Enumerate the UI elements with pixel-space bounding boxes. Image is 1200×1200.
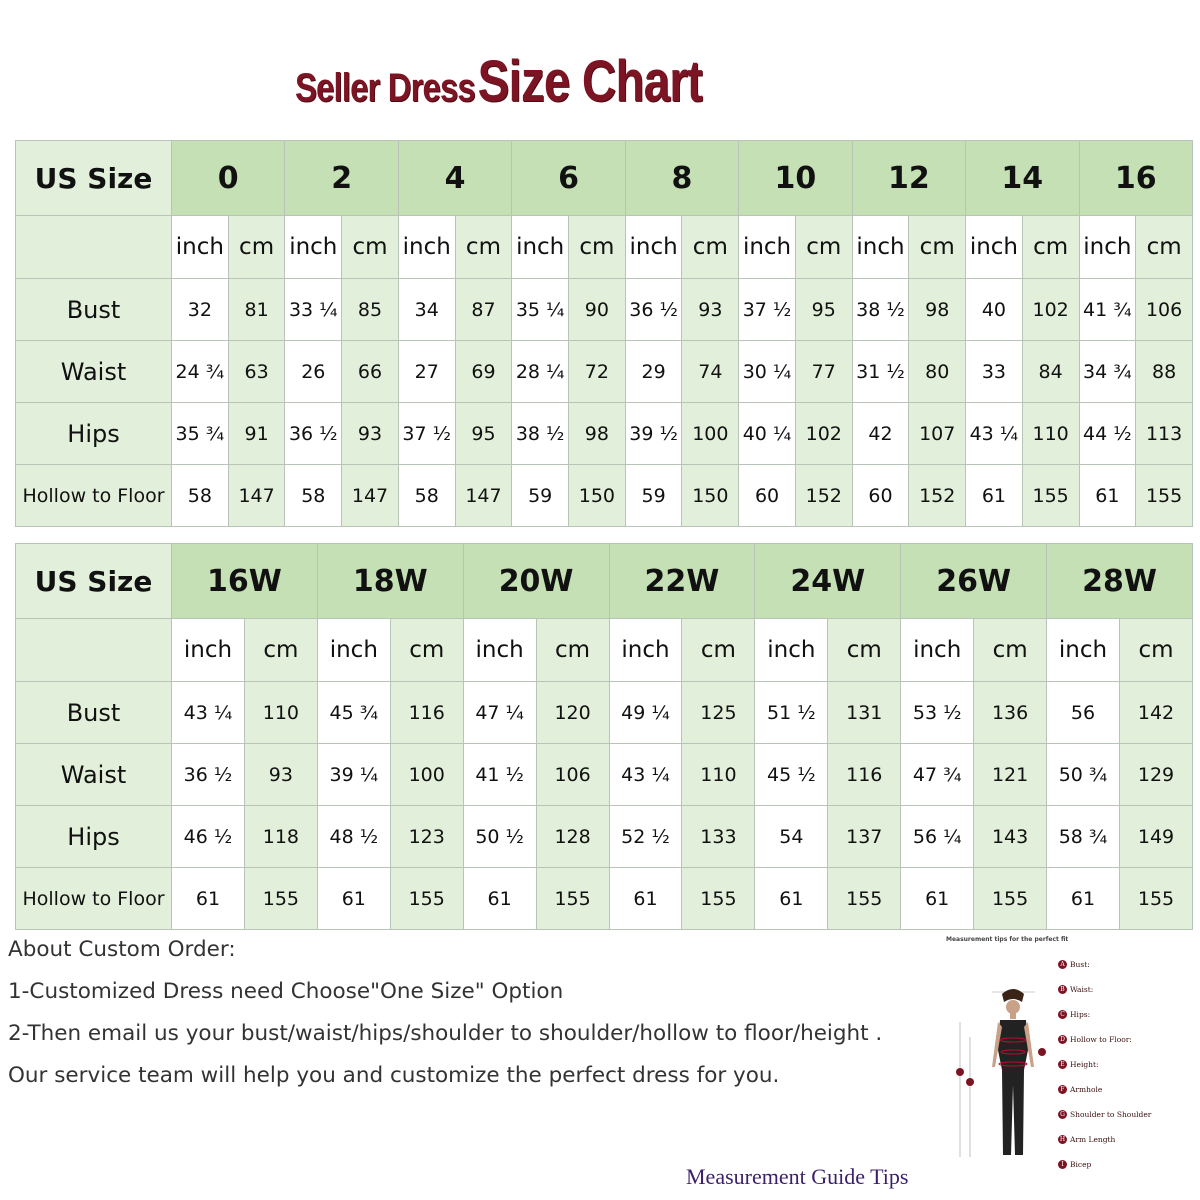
value-inch: 36 ½ xyxy=(285,403,342,465)
table-row xyxy=(16,806,1193,868)
table-row xyxy=(16,403,1193,465)
value-cm: 66 xyxy=(342,341,399,403)
value-inch: 61 xyxy=(966,465,1023,527)
value-cm: 155 xyxy=(536,868,609,930)
value-inch: 39 ¼ xyxy=(317,744,390,806)
size-header: 6 xyxy=(512,141,625,216)
title-part-1: Seller Dress xyxy=(295,66,475,110)
value-cm: 98 xyxy=(569,403,626,465)
unit-inch: inch xyxy=(463,619,536,682)
value-cm: 120 xyxy=(536,682,609,744)
size-header: 8 xyxy=(625,141,738,216)
body-figure-icon xyxy=(940,952,1058,1192)
unit-cm: cm xyxy=(244,619,317,682)
guide-item-label: Waist: xyxy=(1070,985,1094,994)
table-row xyxy=(16,682,1193,744)
value-cm: 93 xyxy=(342,403,399,465)
unit-inch: inch xyxy=(285,216,342,279)
value-inch: 40 ¼ xyxy=(739,403,796,465)
value-cm: 95 xyxy=(455,403,512,465)
value-cm: 129 xyxy=(1119,744,1192,806)
table-row xyxy=(16,744,1193,806)
value-cm: 155 xyxy=(828,868,901,930)
size-header: 20W xyxy=(463,544,609,619)
value-inch: 36 ½ xyxy=(625,279,682,341)
value-cm: 155 xyxy=(1022,465,1079,527)
units-row xyxy=(16,216,1193,279)
value-cm: 155 xyxy=(1119,868,1192,930)
value-cm: 63 xyxy=(228,341,285,403)
value-cm: 121 xyxy=(974,744,1047,806)
value-inch: 61 xyxy=(755,868,828,930)
value-cm: 147 xyxy=(342,465,399,527)
value-cm: 123 xyxy=(390,806,463,868)
unit-cm: cm xyxy=(342,216,399,279)
size-header: 2 xyxy=(285,141,398,216)
unit-inch: inch xyxy=(172,619,245,682)
value-cm: 100 xyxy=(390,744,463,806)
value-inch: 39 ½ xyxy=(625,403,682,465)
size-header: 22W xyxy=(609,544,755,619)
value-cm: 125 xyxy=(682,682,755,744)
row-label: Waist xyxy=(16,341,172,403)
guide-item-label: Armhole xyxy=(1070,1085,1103,1094)
value-cm: 118 xyxy=(244,806,317,868)
value-cm: 143 xyxy=(974,806,1047,868)
table-row xyxy=(16,868,1193,930)
unit-inch: inch xyxy=(1047,619,1120,682)
value-inch: 35 ¼ xyxy=(512,279,569,341)
unit-cm: cm xyxy=(795,216,852,279)
value-cm: 102 xyxy=(1022,279,1079,341)
value-inch: 61 xyxy=(172,868,245,930)
value-inch: 54 xyxy=(755,806,828,868)
guide-item-label: Shoulder to Shoulder xyxy=(1070,1110,1152,1119)
unit-cm: cm xyxy=(1119,619,1192,682)
value-cm: 137 xyxy=(828,806,901,868)
guide-item xyxy=(1058,1060,1151,1085)
value-cm: 85 xyxy=(342,279,399,341)
value-inch: 61 xyxy=(1047,868,1120,930)
value-cm: 106 xyxy=(536,744,609,806)
value-inch: 33 xyxy=(966,341,1023,403)
guide-item-label: Height: xyxy=(1070,1060,1099,1069)
custom-order-notes xyxy=(8,934,882,1102)
value-cm: 155 xyxy=(974,868,1047,930)
size-header: 4 xyxy=(398,141,511,216)
value-cm: 87 xyxy=(455,279,512,341)
value-cm: 72 xyxy=(569,341,626,403)
value-inch: 59 xyxy=(512,465,569,527)
unit-cm: cm xyxy=(1022,216,1079,279)
value-cm: 149 xyxy=(1119,806,1192,868)
value-inch: 58 ¾ xyxy=(1047,806,1120,868)
size-header: 26W xyxy=(901,544,1047,619)
size-header: 14 xyxy=(966,141,1079,216)
guide-item-label: Hips: xyxy=(1070,1010,1091,1019)
value-inch: 37 ½ xyxy=(398,403,455,465)
value-cm: 131 xyxy=(828,682,901,744)
table-row xyxy=(16,341,1193,403)
unit-cm: cm xyxy=(682,619,755,682)
row-label: Bust xyxy=(16,682,172,744)
value-cm: 116 xyxy=(828,744,901,806)
value-cm: 155 xyxy=(1136,465,1193,527)
size-header: 16 xyxy=(1079,141,1193,216)
value-cm: 91 xyxy=(228,403,285,465)
guide-letter-badge: C xyxy=(1058,1010,1067,1019)
row-label: Hollow to Floor xyxy=(16,868,172,930)
title-part-2: Size Chart xyxy=(477,49,703,114)
value-cm: 93 xyxy=(682,279,739,341)
unit-cm: cm xyxy=(455,216,512,279)
row-label: Bust xyxy=(16,279,172,341)
value-inch: 45 ¾ xyxy=(317,682,390,744)
value-cm: 74 xyxy=(682,341,739,403)
value-cm: 100 xyxy=(682,403,739,465)
row-label: Hips xyxy=(16,403,172,465)
unit-cm: cm xyxy=(974,619,1047,682)
value-inch: 38 ½ xyxy=(512,403,569,465)
value-inch: 27 xyxy=(398,341,455,403)
guide-letter-badge: E xyxy=(1058,1060,1067,1069)
unit-cm: cm xyxy=(909,216,966,279)
measurement-guide-image xyxy=(940,932,1198,1194)
value-inch: 40 xyxy=(966,279,1023,341)
value-inch: 36 ½ xyxy=(172,744,245,806)
value-inch: 61 xyxy=(1079,465,1136,527)
value-inch: 59 xyxy=(625,465,682,527)
guide-item xyxy=(1058,1135,1151,1160)
value-inch: 44 ½ xyxy=(1079,403,1136,465)
unit-inch: inch xyxy=(317,619,390,682)
value-inch: 29 xyxy=(625,341,682,403)
value-cm: 102 xyxy=(795,403,852,465)
units-label-blank xyxy=(16,619,172,682)
unit-cm: cm xyxy=(569,216,626,279)
value-inch: 50 ¾ xyxy=(1047,744,1120,806)
value-cm: 81 xyxy=(228,279,285,341)
row-label: Waist xyxy=(16,744,172,806)
value-inch: 51 ½ xyxy=(755,682,828,744)
header-label: US Size xyxy=(16,141,172,216)
value-cm: 106 xyxy=(1136,279,1193,341)
value-cm: 110 xyxy=(244,682,317,744)
value-cm: 110 xyxy=(1022,403,1079,465)
units-row xyxy=(16,619,1193,682)
size-header: 24W xyxy=(755,544,901,619)
size-header: 10 xyxy=(739,141,852,216)
guide-list xyxy=(1058,960,1151,1185)
size-header: 0 xyxy=(172,141,285,216)
guide-item xyxy=(1058,1035,1151,1060)
size-header: 28W xyxy=(1047,544,1193,619)
size-header: 12 xyxy=(852,141,965,216)
value-inch: 41 ½ xyxy=(463,744,536,806)
value-cm: 147 xyxy=(228,465,285,527)
value-inch: 26 xyxy=(285,341,342,403)
unit-inch: inch xyxy=(901,619,974,682)
unit-inch: inch xyxy=(609,619,682,682)
unit-cm: cm xyxy=(1136,216,1193,279)
value-cm: 88 xyxy=(1136,341,1193,403)
value-cm: 93 xyxy=(244,744,317,806)
unit-cm: cm xyxy=(536,619,609,682)
row-label: Hips xyxy=(16,806,172,868)
value-inch: 56 ¼ xyxy=(901,806,974,868)
value-inch: 61 xyxy=(463,868,536,930)
value-inch: 61 xyxy=(901,868,974,930)
guide-item-label: Bicep xyxy=(1070,1160,1092,1169)
value-inch: 34 xyxy=(398,279,455,341)
value-inch: 47 ¼ xyxy=(463,682,536,744)
unit-inch: inch xyxy=(625,216,682,279)
guide-item xyxy=(1058,1010,1151,1035)
guide-heading: Measurement tips for the perfect fit xyxy=(946,936,1069,943)
value-inch: 48 ½ xyxy=(317,806,390,868)
units-label-blank xyxy=(16,216,172,279)
value-cm: 152 xyxy=(795,465,852,527)
value-inch: 52 ½ xyxy=(609,806,682,868)
header-label: US Size xyxy=(16,544,172,619)
unit-cm: cm xyxy=(228,216,285,279)
value-inch: 60 xyxy=(852,465,909,527)
value-inch: 41 ¾ xyxy=(1079,279,1136,341)
value-inch: 47 ¾ xyxy=(901,744,974,806)
value-inch: 37 ½ xyxy=(739,279,796,341)
notes-heading: About Custom Order: xyxy=(8,937,236,962)
value-inch: 31 ½ xyxy=(852,341,909,403)
guide-item xyxy=(1058,985,1151,1010)
value-inch: 24 ¾ xyxy=(172,341,229,403)
value-cm: 133 xyxy=(682,806,755,868)
value-inch: 45 ½ xyxy=(755,744,828,806)
guide-item-label: Bust: xyxy=(1070,960,1090,969)
guide-item-label: Hollow to Floor: xyxy=(1070,1035,1132,1044)
value-cm: 113 xyxy=(1136,403,1193,465)
header-row xyxy=(16,141,1193,216)
value-cm: 77 xyxy=(795,341,852,403)
row-label: Hollow to Floor xyxy=(16,465,172,527)
value-cm: 95 xyxy=(795,279,852,341)
guide-caption: Measurement Guide Tips xyxy=(686,1164,909,1189)
size-table-standard xyxy=(15,140,1193,527)
value-cm: 150 xyxy=(569,465,626,527)
guide-letter-badge: G xyxy=(1058,1110,1067,1119)
value-inch: 50 ½ xyxy=(463,806,536,868)
unit-inch: inch xyxy=(1079,216,1136,279)
value-cm: 155 xyxy=(682,868,755,930)
unit-inch: inch xyxy=(966,216,1023,279)
value-inch: 43 ¼ xyxy=(609,744,682,806)
value-inch: 30 ¼ xyxy=(739,341,796,403)
value-cm: 110 xyxy=(682,744,755,806)
guide-item xyxy=(1058,1085,1151,1110)
value-inch: 33 ¼ xyxy=(285,279,342,341)
value-cm: 155 xyxy=(390,868,463,930)
notes-line: 1-Customized Dress need Choose"One Size" Option xyxy=(8,979,564,1004)
value-inch: 49 ¼ xyxy=(609,682,682,744)
guide-letter-badge: A xyxy=(1058,960,1067,969)
value-cm: 152 xyxy=(909,465,966,527)
guide-letter-badge: F xyxy=(1058,1085,1067,1094)
size-header: 18W xyxy=(317,544,463,619)
value-cm: 147 xyxy=(455,465,512,527)
value-cm: 150 xyxy=(682,465,739,527)
value-inch: 58 xyxy=(172,465,229,527)
value-cm: 107 xyxy=(909,403,966,465)
value-cm: 136 xyxy=(974,682,1047,744)
value-inch: 28 ¼ xyxy=(512,341,569,403)
guide-item xyxy=(1058,1110,1151,1135)
unit-inch: inch xyxy=(852,216,909,279)
size-table-plus xyxy=(15,543,1193,930)
page-title xyxy=(295,48,702,115)
guide-item-label: Arm Length xyxy=(1070,1135,1116,1144)
value-inch: 58 xyxy=(398,465,455,527)
table-row xyxy=(16,465,1193,527)
value-inch: 35 ¾ xyxy=(172,403,229,465)
guide-item xyxy=(1058,960,1151,985)
value-cm: 128 xyxy=(536,806,609,868)
value-inch: 32 xyxy=(172,279,229,341)
guide-letter-badge: B xyxy=(1058,985,1067,994)
guide-letter-badge: D xyxy=(1058,1035,1067,1044)
notes-line: Our service team will help you and customize the perfect dress for you. xyxy=(8,1063,780,1088)
guide-letter-badge: I xyxy=(1058,1160,1067,1169)
unit-inch: inch xyxy=(512,216,569,279)
unit-inch: inch xyxy=(398,216,455,279)
header-row xyxy=(16,544,1193,619)
unit-cm: cm xyxy=(682,216,739,279)
unit-inch: inch xyxy=(739,216,796,279)
unit-inch: inch xyxy=(755,619,828,682)
value-cm: 98 xyxy=(909,279,966,341)
guide-item xyxy=(1058,1160,1151,1185)
notes-line: 2-Then email us your bust/waist/hips/shoulder to shoulder/hollow to floor/height . xyxy=(8,1021,883,1046)
value-cm: 80 xyxy=(909,341,966,403)
value-cm: 142 xyxy=(1119,682,1192,744)
guide-letter-badge: H xyxy=(1059,1136,1066,1143)
table-row xyxy=(16,279,1193,341)
value-cm: 69 xyxy=(455,341,512,403)
value-inch: 43 ¼ xyxy=(966,403,1023,465)
unit-inch: inch xyxy=(172,216,229,279)
unit-cm: cm xyxy=(828,619,901,682)
size-header: 16W xyxy=(172,544,318,619)
value-cm: 90 xyxy=(569,279,626,341)
unit-cm: cm xyxy=(390,619,463,682)
value-cm: 116 xyxy=(390,682,463,744)
value-inch: 34 ¾ xyxy=(1079,341,1136,403)
value-inch: 61 xyxy=(317,868,390,930)
value-inch: 38 ½ xyxy=(852,279,909,341)
value-inch: 61 xyxy=(609,868,682,930)
value-inch: 53 ½ xyxy=(901,682,974,744)
value-inch: 56 xyxy=(1047,682,1120,744)
value-inch: 58 xyxy=(285,465,342,527)
value-cm: 84 xyxy=(1022,341,1079,403)
value-inch: 46 ½ xyxy=(172,806,245,868)
value-inch: 42 xyxy=(852,403,909,465)
value-cm: 155 xyxy=(244,868,317,930)
value-inch: 43 ¼ xyxy=(172,682,245,744)
value-inch: 60 xyxy=(739,465,796,527)
